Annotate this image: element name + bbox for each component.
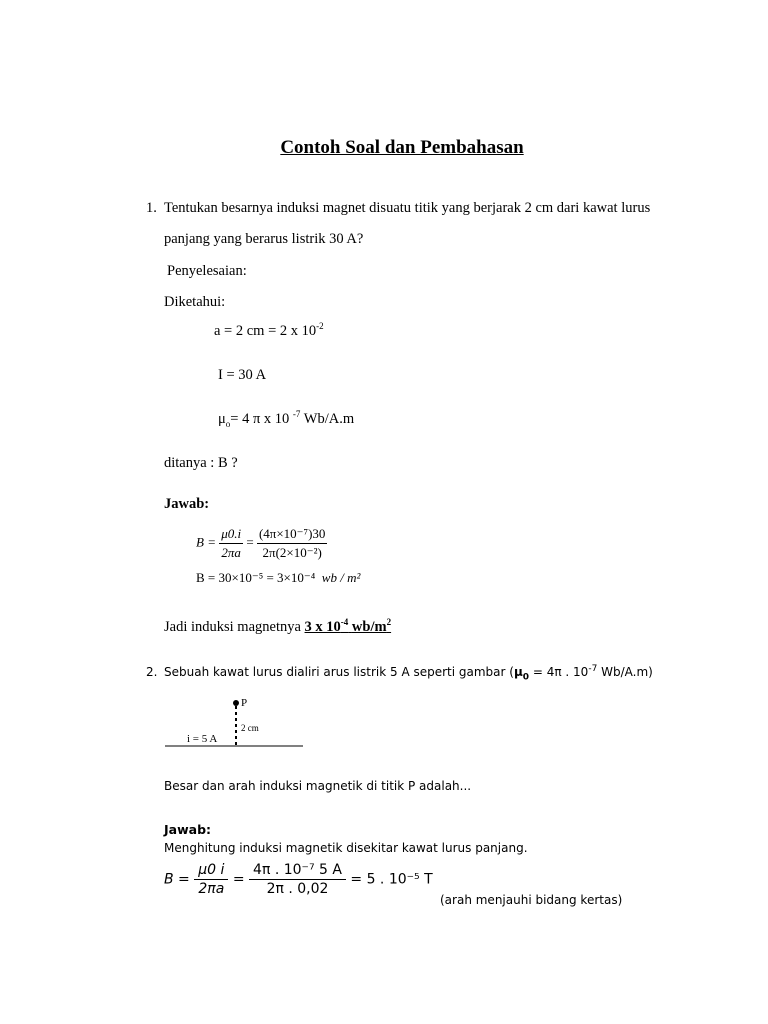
page-title: Contoh Soal dan Pembahasan (280, 137, 524, 158)
q1-diketahui: Diketahui: (164, 294, 226, 310)
q2-method: Menghitung induksi magnetik disekitar kawat lurus panjang. (164, 841, 528, 855)
q2-jawab: Jawab: (164, 822, 212, 837)
q2-text: Sebuah kawat lurus dialiri arus listrik 5 A seperti gambar ($\mu_0 = 4\pi$ . $10^{-7}$ Wb/A.m) (164, 664, 653, 683)
wire-figure (160, 695, 310, 755)
current-label: i = 5 A (187, 733, 218, 745)
given-mu: $\mu_o= 4$ π x 10 $^{-7}$ Wb/A.m (218, 409, 355, 429)
q1-ditanya: ditanya : B ? (164, 455, 238, 471)
equation-1-result: B = 30×10⁻⁵ = 3×10⁻⁴ wb / m² (196, 570, 361, 585)
q1-conclusion: Jadi induksi magnetnya 3 x $10^{-4}$ $wb/m^2$ (164, 617, 392, 635)
equation-2: B = $\frac{\mu 0 i}{2\pi a}$ = $\frac{\text{4π . 10⁻⁷ 5 A}}{2\pi . 0,02}$ = 5 . 10⁻⁵ T (164, 862, 433, 897)
q1-line1: Tentukan besarnya induksi magnet disuatu titik yang berjarak 2 cm dari kawat lurus (164, 200, 651, 216)
given-a: a = 2 cm = 2 x $10^{-2}$ (214, 321, 324, 339)
q1-line2: panjang yang berarus listrik 30 A? (164, 231, 364, 247)
q1-penyelesaian: Penyelesaian: (167, 263, 247, 279)
point-p-marker (233, 700, 239, 706)
q2-question: Besar dan arah induksi magnetik di titik P adalah... (164, 779, 472, 793)
equation-1: B = $\frac{\mu 0.i}{2\pi a}$ = $\frac{\text{(4π×10⁻⁷)30}}{\text{2π(2×10⁻²)}}$ (196, 526, 326, 560)
point-p-label: P (241, 697, 248, 709)
given-current: I = 30 A (218, 367, 267, 383)
q2-direction: (arah menjauhi bidang kertas) (440, 893, 623, 907)
distance-label: 2 cm (241, 723, 259, 733)
q1-number: 1. (146, 200, 157, 216)
q1-jawab: Jawab: (164, 496, 210, 512)
q2-number: 2. (146, 665, 158, 679)
